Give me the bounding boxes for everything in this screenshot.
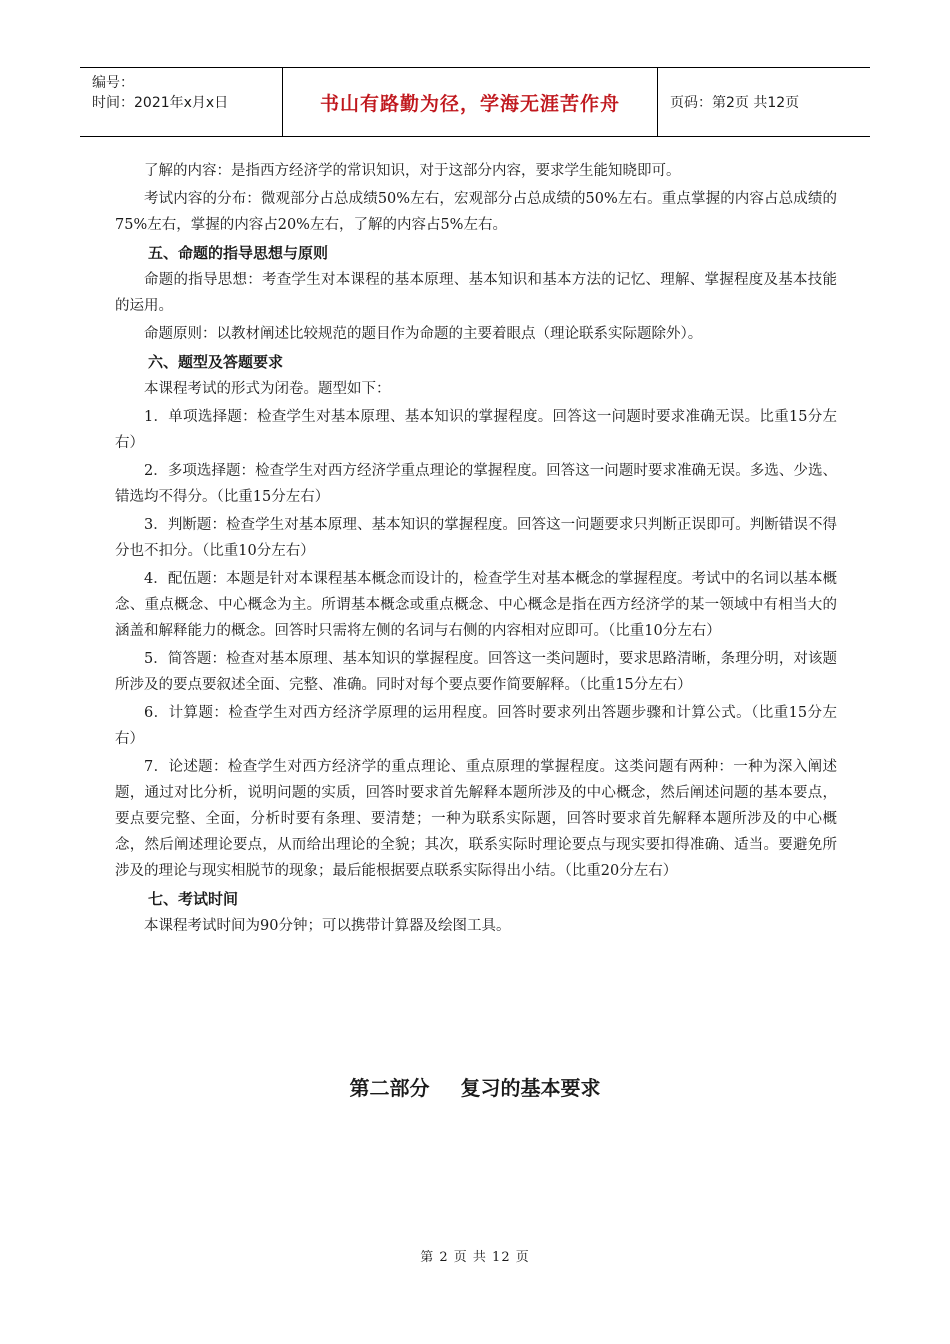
section-heading-5: 五、命题的指导思想与原则 xyxy=(148,244,329,262)
paragraph-guiding-idea: 命题的指导思想：考查学生对本课程的基本原理、基本知识和基本方法的记忆、理解、掌握程度及基本技能的运用。 xyxy=(115,272,837,314)
document-body xyxy=(115,158,837,941)
section-heading-6: 六、题型及答题要求 xyxy=(148,353,284,371)
paragraph-understand: 了解的内容：是指西方经济学的常识知识，对于这部分内容，要求学生能知晓即可。 xyxy=(144,163,681,179)
question-type-6: 6．计算题：检查学生对西方经济学原理的运用程度。回答时要求列出答题步骤和计算公式。（比重15分左右） xyxy=(115,705,837,747)
question-type-2: 2．多项选择题：检查学生对西方经济学重点理论的掌握程度。回答这一问题时要求准确无误。多选、少选、错选均不得分。（比重15分左右） xyxy=(115,463,837,505)
question-type-4: 4．配伍题：本题是针对本课程基本概念而设计的，检查学生对基本概念的掌握程度。考试中的名词以基本概念、重点概念、中心概念为主。所谓基本概念或重点概念、中心概念是指在西方经济学的某一领域中有相当大的涵盖和解释能力的概念。回答时只需将左侧的名词与右侧的内容相对应即可。（比重10分左右） xyxy=(115,571,837,639)
question-type-1: 1．单项选择题：检查学生对基本原理、基本知识的掌握程度。回答这一问题时要求准确无误。比重15分左右） xyxy=(115,409,837,451)
header-page-info: 页码：第2页 共12页 xyxy=(670,95,800,111)
section-heading-7: 七、考试时间 xyxy=(148,890,239,908)
header-left-cell xyxy=(80,68,283,136)
page-footer: 第 2 页 共 12 页 xyxy=(420,1250,530,1265)
header-date-label: 时间：2021年x月x日 xyxy=(92,95,229,111)
question-type-3: 3．判断题：检查学生对基本原理、基本知识的掌握程度。回答这一问题要求只判断正误即可。判断错误不得分也不扣分。（比重10分左右） xyxy=(115,517,837,559)
paragraph-principle: 命题原则：以教材阐述比较规范的题目作为命题的主要着眼点（理论联系实际题除外）。 xyxy=(144,326,703,342)
paragraph-exam-time: 本课程考试时间为90分钟；可以携带计算器及绘图工具。 xyxy=(144,918,511,934)
header-motto: 书山有路勤为径，学海无涯苦作舟 xyxy=(283,68,658,136)
part-title: 第二部分 复习的基本要求 xyxy=(349,1076,601,1100)
question-type-7: 7．论述题：检查学生对西方经济学的重点理论、重点原理的掌握程度。这类问题有两种：一种为深入阐述题，通过对比分析，说明问题的实质，回答时要求首先解释本题所涉及的中心概念，然后阐述问题的基本要点，要点要完整、全面，分析时要有条理、要清楚；一种为联系实际题，回答时要求首先解释本题所涉及的中心概念，然后阐述理论要点，从而给出理论的全貌；其次，联系实际时理论要点与现实要扣得准确、适当。要避免所涉及的理论与现实相脱节的现象；最后能根据要点联系实际得出小结。（比重20分左右） xyxy=(115,759,837,879)
paragraph-distribution: 考试内容的分布：微观部分占总成绩50%左右，宏观部分占总成绩的50%左右。重点掌握的内容占总成绩的75%左右，掌握的内容占20%左右，了解的内容占5%左右。 xyxy=(115,191,837,233)
page-header xyxy=(80,67,870,137)
header-number-label: 编号： xyxy=(92,75,134,91)
question-type-5: 5．简答题：检查对基本原理、基本知识的掌握程度。回答这一类问题时，要求思路清晰，条理分明，对该题所涉及的要点要叙述全面、完整、准确。同时对每个要点要作简要解释。（比重15分左右） xyxy=(115,651,837,693)
paragraph-exam-form: 本课程考试的形式为闭卷。题型如下： xyxy=(144,381,391,397)
